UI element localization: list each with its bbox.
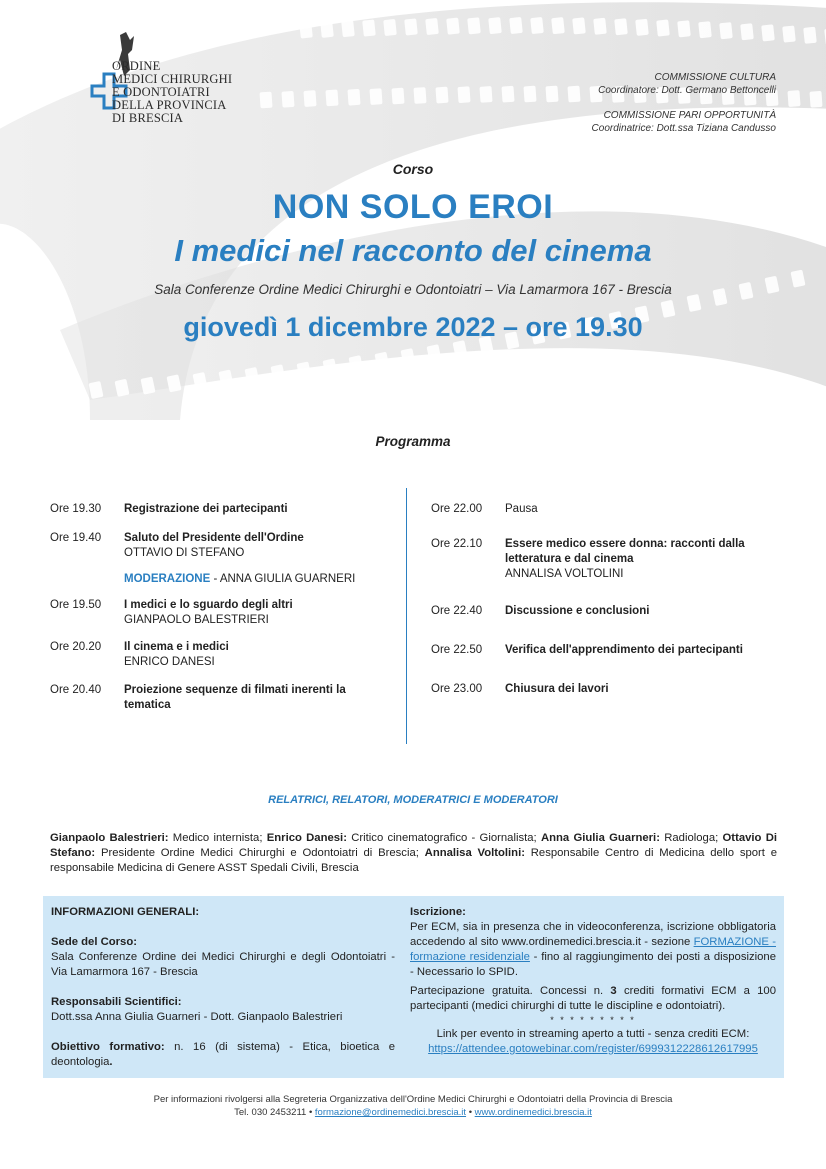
commission-pari: COMMISSIONE PARI OPPORTUNITÀ: [603, 110, 776, 121]
info-title: INFORMAZIONI GENERALI:: [51, 906, 200, 918]
film-hole: [479, 86, 492, 103]
stream-link[interactable]: https://attendee.gotowebinar.com/register/6999312228612617995: [428, 1043, 758, 1055]
relatore-name: Anna Giulia Guarneri:: [540, 832, 660, 844]
film-hole: [446, 18, 460, 35]
film-hole: [530, 17, 544, 34]
relatori-list: [50, 831, 777, 876]
program-speaker: ANNALISA VOLTOLINI: [505, 568, 624, 580]
logo-line: DI BRESCIA: [112, 111, 184, 125]
film-hole: [677, 20, 691, 37]
stars-separator: * * * * * * * * *: [550, 1015, 636, 1025]
film-hole: [787, 90, 800, 107]
sede-text: Sala Conferenze Ordine dei Medici Chirurghi e degli Odontoiatri - Via Lamarmora 167 - Brescia: [51, 951, 395, 978]
program-time: Ore 22.50: [431, 644, 483, 656]
moderazione-label: MODERAZIONE: [124, 573, 211, 585]
program-time: Ore 23.00: [431, 683, 483, 695]
footer-email-link[interactable]: formazione@ordinemedici.brescia.it: [314, 1107, 467, 1118]
commission-cultura: COMMISSIONE CULTURA: [654, 72, 776, 83]
footer-line: Per informazioni rivolgersi alla Segreteria Organizzativa dell'Ordine Medici Chirurghi e Odontoiatri della Provincia di Brescia: [153, 1094, 673, 1105]
film-hole: [404, 18, 418, 35]
program-time: Ore 19.30: [50, 503, 102, 515]
film-hole: [551, 17, 565, 34]
logo-text: [112, 60, 232, 125]
part-text-1: Partecipazione gratuita. Concessi n.: [410, 985, 611, 997]
program-title: Chiusura dei lavori: [505, 683, 609, 695]
program-speaker: ENRICO DANESI: [124, 656, 215, 668]
relatore-name: Enrico Danesi:: [266, 832, 347, 844]
film-hole: [435, 87, 448, 104]
obiettivo-label: Obiettivo formativo:: [51, 1041, 165, 1053]
stream-text: Link per evento in streaming aperto a tutti - senza crediti ECM:: [436, 1028, 750, 1040]
footer-tel: Tel. 030 2453211 •: [234, 1107, 315, 1118]
film-hole: [761, 24, 775, 41]
iscr-text-2: - fino al raggiungimento dei posti a disposizione - Necessario lo SPID.: [410, 951, 776, 978]
logo-line: ORDINE: [112, 59, 161, 73]
relatore-desc: Critico cinematografico - Giornalista;: [346, 832, 541, 844]
program-title: Proiezione sequenze di filmati inerenti la tematica: [124, 684, 346, 711]
event-date: giovedì 1 dicembre 2022 – ore 19.30: [183, 312, 643, 342]
obiettivo-end: .: [109, 1056, 113, 1068]
program-speaker: OTTAVIO DI STEFANO: [124, 547, 245, 559]
footer-web-link[interactable]: www.ordinemedici.brescia.it: [474, 1107, 592, 1118]
relatori-title: RELATRICI, RELATORI, MODERATRICI E MODERATORI: [268, 794, 558, 806]
program-title: Verifica dell'apprendimento dei partecipanti: [505, 644, 743, 656]
film-hole: [509, 17, 523, 34]
moderazione-name: - ANNA GIULIA GUARNERI: [210, 573, 356, 585]
event-venue: Sala Conferenze Ordine Medici Chirurghi e Odontoiatri – Via Lamarmora 167 - Brescia: [154, 282, 672, 297]
film-hole: [488, 17, 502, 34]
event-title: NON SOLO EROI: [272, 188, 554, 226]
iscr-label: Iscrizione:: [410, 906, 466, 918]
program-time: Ore 20.40: [50, 684, 102, 696]
relatore-name: Ottavio Di Stefano:: [50, 832, 777, 859]
program-speaker: GIANPAOLO BALESTRIERI: [124, 614, 269, 626]
sede-label: Sede del Corso:: [51, 936, 138, 948]
partecipazione-text: [410, 984, 776, 1014]
program-time: Ore 22.00: [431, 503, 483, 515]
relatore-desc: Presidente Ordine Medici Chirurghi e Odontoiatri di Brescia;: [95, 847, 425, 859]
film-hole: [383, 19, 397, 36]
iscr-text: [410, 920, 776, 980]
relatore-name: Gianpaolo Balestrieri:: [50, 832, 169, 844]
part-text-2: crediti formativi ECM a 100 partecipanti (medici chirurghi di tutte le discipline e odontoiatri).: [410, 985, 776, 1012]
program-title: Essere medico essere donna: racconti dalla letteratura e dal cinema: [505, 538, 745, 565]
program-time: Ore 20.20: [50, 641, 102, 653]
logo-line: DELLA PROVINCIA: [112, 98, 227, 112]
program-title: Pausa: [505, 503, 538, 515]
program-title: Registrazione dei partecipanti: [124, 503, 288, 515]
film-hole: [635, 19, 649, 36]
film-hole: [457, 86, 470, 103]
program-time: Ore 19.50: [50, 599, 102, 611]
program-title: I medici e lo sguardo degli altri: [124, 599, 293, 611]
film-hole: [719, 22, 733, 39]
relatore-desc: Radiologa;: [659, 832, 723, 844]
logo-line: MEDICI CHIRURGHI: [112, 72, 233, 86]
film-hole: [362, 19, 376, 36]
formazione-link[interactable]: FORMAZIONE - formazione residenziale: [410, 936, 776, 963]
film-hole: [467, 17, 481, 34]
film-hole: [698, 21, 712, 38]
footer-sep: •: [466, 1107, 475, 1118]
program-time: Ore 19.40: [50, 532, 102, 544]
film-hole: [567, 86, 580, 103]
film-hole: [656, 19, 670, 36]
film-hole: [325, 89, 338, 106]
film-hole: [320, 21, 334, 38]
logo-line: E ODONTOIATRI: [112, 85, 210, 99]
relatore-desc: Medico internista;: [168, 832, 267, 844]
film-hole: [281, 91, 294, 108]
column-divider: [406, 488, 407, 744]
program-title: Discussione e conclusioni: [505, 605, 650, 617]
film-hole: [782, 25, 796, 42]
film-hole: [501, 86, 514, 103]
film-hole: [369, 88, 382, 105]
event-subtitle: I medici nel racconto del cinema: [174, 233, 652, 268]
iscr-text-1: Per ECM, sia in presenza che in videoconferenza, iscrizione obbligatoria accedendo al sito www.ordinemedici.brescia.it - sezione: [410, 921, 776, 948]
film-hole: [299, 21, 313, 38]
relatore-name: Annalisa Voltolini:: [424, 847, 525, 859]
resp-label: Responsabili Scientifici:: [51, 996, 182, 1008]
film-hole: [803, 27, 817, 44]
film-hole: [523, 86, 536, 103]
film-hole: [593, 18, 607, 35]
program-time: Ore 22.10: [431, 538, 483, 550]
obiettivo-text: n. 16 (di sistema) - Etica, bioetica e deontologia: [51, 1041, 395, 1068]
relatore-desc: Responsabile Centro di Medicina dello sport e responsabile Medicina di Genere ASST Spedali Civili, Brescia: [50, 847, 778, 874]
film-hole: [341, 20, 355, 37]
commissions: [592, 71, 776, 147]
info-general: [51, 905, 395, 1070]
film-hole: [303, 90, 316, 107]
film-hole: [545, 86, 558, 103]
info-iscrizione: [410, 905, 776, 1057]
film-hole: [809, 91, 822, 108]
program-time: Ore 22.40: [431, 605, 483, 617]
commission-pari-coord: Coordinatrice: Dott.ssa Tiziana Candusso: [591, 123, 776, 134]
corso-label: Corso: [392, 161, 434, 177]
commission-cultura-coord: Coordinatore: Dott. Germano Bettoncelli: [598, 85, 776, 96]
film-hole: [740, 23, 754, 40]
program-title: Il cinema e i medici: [124, 641, 229, 653]
program-title: Saluto del Presidente dell'Ordine: [124, 532, 304, 544]
resp-text: Dott.ssa Anna Giulia Guarneri - Dott. Gianpaolo Balestrieri: [51, 1011, 343, 1023]
footer: [0, 1093, 826, 1119]
moderazione: [124, 572, 355, 587]
programma-title: Programma: [375, 434, 451, 449]
film-hole: [614, 18, 628, 35]
film-hole: [572, 17, 586, 34]
film-hole: [413, 87, 426, 104]
part-num: 3: [610, 985, 617, 997]
film-hole: [425, 18, 439, 35]
film-hole: [391, 88, 404, 105]
obiettivo: [51, 1040, 395, 1070]
film-hole: [347, 89, 360, 106]
